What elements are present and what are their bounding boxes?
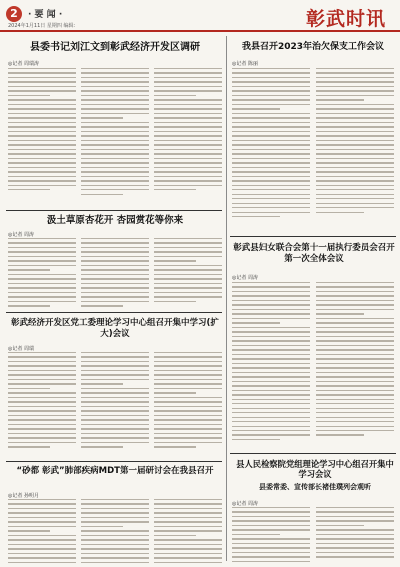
headline-a1: 县委书记刘江文到彰武经济开发区调研 [30, 42, 200, 53]
article-a7-col2 [316, 507, 394, 563]
column-divider [226, 36, 227, 561]
page-number: 2 [6, 6, 22, 22]
headline-a4: 彰武县妇女联合会第十一届执行委员会召开第一次全体会议 [233, 243, 395, 264]
subheadline-a7: 县委常委、宣传部长褚佳璞列会观听 [259, 483, 371, 491]
separator-left-3 [6, 461, 222, 462]
article-a1-col1 [8, 68, 76, 208]
header-rule [0, 30, 400, 32]
article-a6-col2 [81, 499, 149, 563]
article-a3-col3 [154, 238, 222, 310]
byline-a5: ◎记者 周瑞 [8, 346, 34, 352]
article-a5-col1 [8, 352, 76, 458]
section-label: · 要 闻 · [28, 10, 63, 20]
article-a5-col3 [154, 352, 222, 458]
article-a3-col1 [8, 238, 76, 310]
separator-right-1 [230, 236, 396, 237]
page-header [0, 0, 400, 30]
separator-right-2 [230, 453, 396, 454]
byline-a4: ◎记者 周涛 [232, 275, 258, 281]
article-a6-col1 [8, 499, 76, 563]
article-a1-col3 [154, 68, 222, 208]
article-a2-col2 [316, 68, 394, 233]
article-a4-col1 [232, 282, 310, 450]
separator-left-1 [6, 210, 222, 211]
article-a7-col1 [232, 507, 310, 563]
article-a3-col2 [81, 238, 149, 310]
headline-a5: 彰武经济开发区党工委理论学习中心组召开集中学习(扩大)会议 [11, 318, 219, 339]
issue-info: 2024年1月11日 星期四 编辑： [8, 23, 79, 29]
article-a6-col3 [154, 499, 222, 563]
headline-a7: 县人民检察院党组理论学习中心组召开集中学习会议 [236, 459, 394, 480]
headline-a2: 我县召开2023年治欠保支工作会议 [241, 42, 385, 52]
byline-a6: ◎记者 孙明月 [8, 493, 39, 499]
byline-a3: ◎记者 周涛 [8, 232, 34, 238]
headline-a6: “砂都 彰武”肺部疾病MDT第一届研讨会在我县召开 [16, 466, 214, 476]
headline-a3: 汲土草原杏花开 杏园赏花等你来 [46, 215, 184, 226]
masthead: 彰武时讯 [305, 8, 386, 30]
article-a2-col1 [232, 68, 310, 233]
article-a4-col2 [316, 282, 394, 450]
article-a5-col2 [81, 352, 149, 458]
byline-a2: ◎记者 陈丽 [232, 61, 258, 67]
byline-a7: ◎记者 周涛 [232, 501, 258, 507]
separator-left-2 [6, 312, 222, 313]
byline-a1: ◎记者 周瑞涛 [8, 61, 39, 67]
article-a1-col2 [81, 68, 149, 208]
